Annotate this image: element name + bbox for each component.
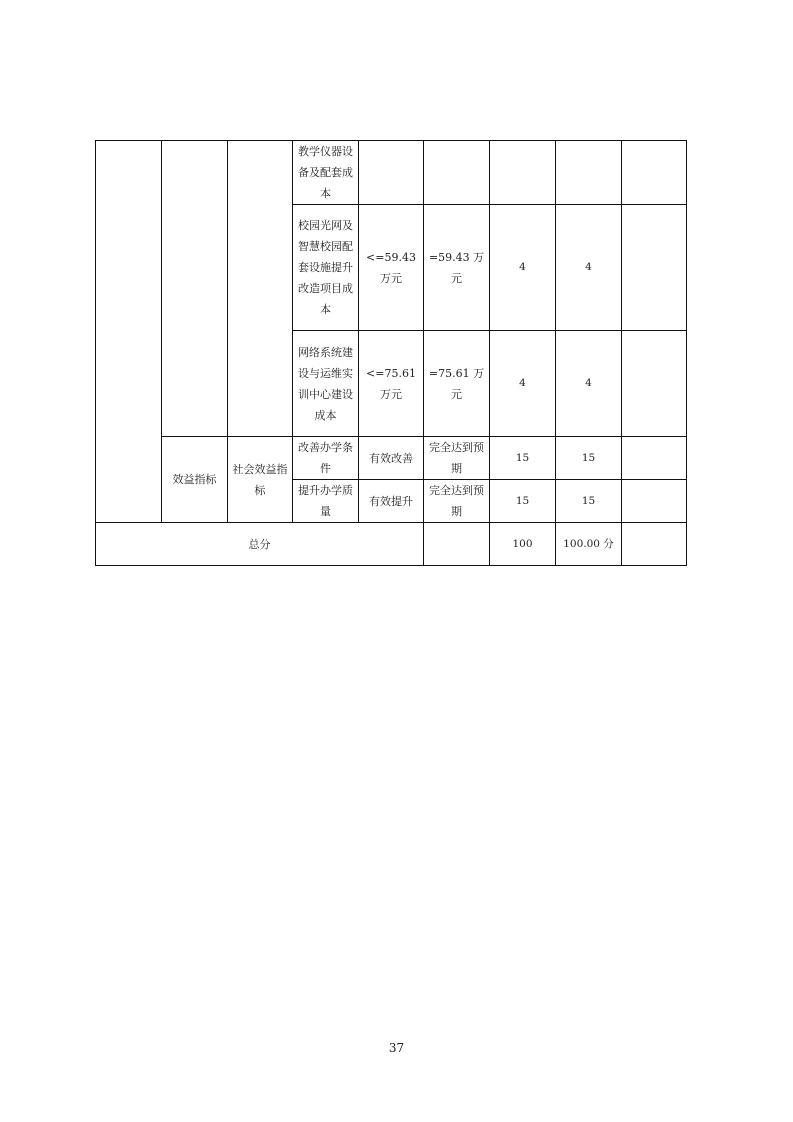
- remark-cell: [622, 141, 687, 205]
- target-cell: 有效改善: [359, 437, 424, 480]
- weight-cell: [490, 141, 556, 205]
- score-cell: [556, 141, 622, 205]
- indicator-cell: 校园光网及智慧校园配套设施提升改造项目成本: [293, 205, 359, 331]
- empty-cell: [228, 141, 293, 437]
- indicator-cell: 提升办学质量: [293, 480, 359, 523]
- remark-cell: [622, 437, 687, 480]
- page-number: 37: [388, 1041, 405, 1055]
- target-cell: [359, 141, 424, 205]
- remark-cell: [622, 205, 687, 331]
- level1-indicator-cell: 效益指标: [162, 437, 228, 523]
- total-label: 总分: [96, 523, 424, 566]
- empty-cell: [96, 141, 162, 523]
- target-cell: 有效提升: [359, 480, 424, 523]
- score-cell: 15: [556, 437, 622, 480]
- weight-cell: 15: [490, 437, 556, 480]
- performance-table: [95, 140, 687, 566]
- remark-cell: [622, 331, 687, 437]
- actual-cell: =59.43 万元: [424, 205, 490, 331]
- weight-cell: 15: [490, 480, 556, 523]
- total-actual-cell: [424, 523, 490, 566]
- total-weight-cell: 100: [490, 523, 556, 566]
- actual-cell: 完全达到预期: [424, 480, 490, 523]
- empty-cell: [162, 141, 228, 437]
- level2-indicator-cell: 社会效益指标: [228, 437, 293, 523]
- table-row: [96, 437, 687, 480]
- weight-cell: 4: [490, 331, 556, 437]
- remark-cell: [622, 480, 687, 523]
- score-cell: 4: [556, 205, 622, 331]
- total-remark-cell: [622, 523, 687, 566]
- indicator-cell: 教学仪器设备及配套成本: [293, 141, 359, 205]
- indicator-cell: 改善办学条件: [293, 437, 359, 480]
- score-cell: 4: [556, 331, 622, 437]
- weight-cell: 4: [490, 205, 556, 331]
- actual-cell: [424, 141, 490, 205]
- target-cell: <=59.43 万元: [359, 205, 424, 331]
- target-cell: <=75.61 万元: [359, 331, 424, 437]
- indicator-cell: 网络系统建设与运维实训中心建设成本: [293, 331, 359, 437]
- table-row: [96, 141, 687, 205]
- actual-cell: 完全达到预期: [424, 437, 490, 480]
- total-row: [96, 523, 687, 566]
- actual-cell: =75.61 万元: [424, 331, 490, 437]
- total-score-cell: 100.00 分: [556, 523, 622, 566]
- score-cell: 15: [556, 480, 622, 523]
